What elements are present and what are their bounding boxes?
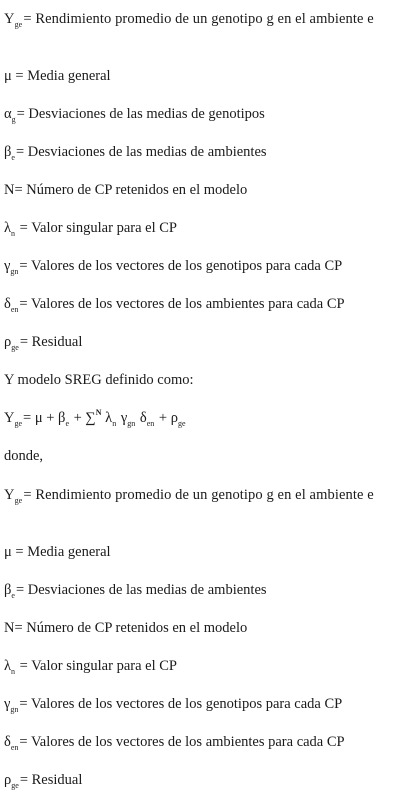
symbol: N: [4, 182, 15, 198]
subscript: n: [11, 667, 16, 676]
definition-n-2: [4, 619, 247, 637]
definition-yge: [4, 10, 384, 30]
eq-term: λ: [101, 410, 113, 426]
definition-text: = Valor singular para el CP: [16, 658, 177, 674]
definition-text: = Número de CP retenidos en el modelo: [14, 620, 248, 636]
definition-yge-2: [4, 486, 384, 506]
eq-term: γ: [117, 410, 128, 426]
definition-text: = Desviaciones de las medias de ambientes: [15, 582, 267, 598]
symbol: γ: [4, 258, 11, 274]
definition-text: = Desviaciones de las medias de genotipos: [16, 106, 265, 122]
symbol: α: [4, 106, 12, 122]
definition-text: = Residual: [19, 334, 83, 350]
subscript: n: [11, 229, 16, 238]
definition-gamma: [4, 257, 342, 277]
superscript: N: [95, 408, 102, 417]
eq-lhs: Y: [4, 410, 15, 426]
subscript: ge: [14, 20, 23, 29]
definition-rho-2: [4, 771, 82, 791]
subscript: ge: [177, 419, 186, 428]
subscript: en: [146, 419, 155, 428]
symbol: δ: [4, 734, 11, 750]
definition-delta: [4, 295, 345, 315]
definition-text: = Valores de los vectores de los genotipos para cada CP: [19, 258, 343, 274]
definition-lambda-2: [4, 657, 177, 677]
subscript: gn: [10, 267, 19, 276]
definition-text: = Media general: [11, 544, 111, 560]
definition-beta: [4, 143, 267, 163]
definition-text: = Valores de los vectores de los genotipos para cada CP: [19, 696, 343, 712]
subscript: ge: [14, 419, 23, 428]
symbol: β: [4, 144, 12, 160]
subscript: e: [11, 153, 15, 162]
definition-lambda: [4, 219, 177, 239]
definition-n: [4, 181, 247, 199]
definition-text: = Residual: [19, 772, 83, 788]
symbol: N: [4, 620, 15, 636]
definition-text: = Valores de los vectores de los ambientes para cada CP: [19, 734, 345, 750]
subscript: n: [112, 419, 117, 428]
subscript: e: [11, 591, 15, 600]
symbol: ρ: [4, 334, 12, 350]
symbol: δ: [4, 296, 11, 312]
symbol: β: [4, 582, 12, 598]
symbol: γ: [4, 696, 11, 712]
definition-text: = Media general: [11, 68, 111, 84]
eq-term: = μ + β: [23, 410, 66, 426]
definition-rho: [4, 333, 82, 353]
subscript: e: [65, 419, 69, 428]
model-intro: Y modelo SREG definido como:: [4, 372, 194, 388]
symbol: ρ: [4, 772, 12, 788]
subscript: gn: [127, 419, 136, 428]
subscript: g: [11, 115, 16, 124]
definition-text: = Rendimiento promedio de un genotipo g en el ambiente e: [23, 11, 374, 27]
definition-beta-2: [4, 581, 267, 601]
eq-sum: + ∑: [70, 410, 96, 426]
definition-text: = Valores de los vectores de los ambientes para cada CP: [19, 296, 345, 312]
definition-text: = Número de CP retenidos en el modelo: [14, 182, 248, 198]
definition-delta-2: [4, 733, 345, 753]
definition-mu: [4, 67, 111, 85]
subscript: ge: [14, 496, 23, 505]
symbol: Y: [4, 11, 15, 27]
definition-text: = Desviaciones de las medias de ambientes: [15, 144, 267, 160]
symbol: Y: [4, 487, 15, 503]
definition-alpha: [4, 105, 265, 125]
sreg-equation: [4, 409, 187, 429]
donde-label: donde,: [4, 448, 44, 464]
symbol: λ: [4, 220, 12, 236]
subscript: en: [10, 305, 19, 314]
eq-term: δ: [136, 410, 147, 426]
symbol: λ: [4, 658, 12, 674]
subscript: ge: [11, 781, 19, 790]
symbol: μ: [4, 68, 12, 84]
eq-term: + ρ: [155, 410, 178, 426]
subscript: ge: [11, 343, 19, 352]
subscript: gn: [10, 705, 19, 714]
definition-text: = Valor singular para el CP: [16, 220, 177, 236]
symbol: μ: [4, 544, 12, 560]
subscript: en: [10, 743, 19, 752]
definition-mu-2: [4, 543, 111, 561]
definition-text: = Rendimiento promedio de un genotipo g en el ambiente e: [23, 487, 374, 503]
definition-gamma-2: [4, 695, 342, 715]
